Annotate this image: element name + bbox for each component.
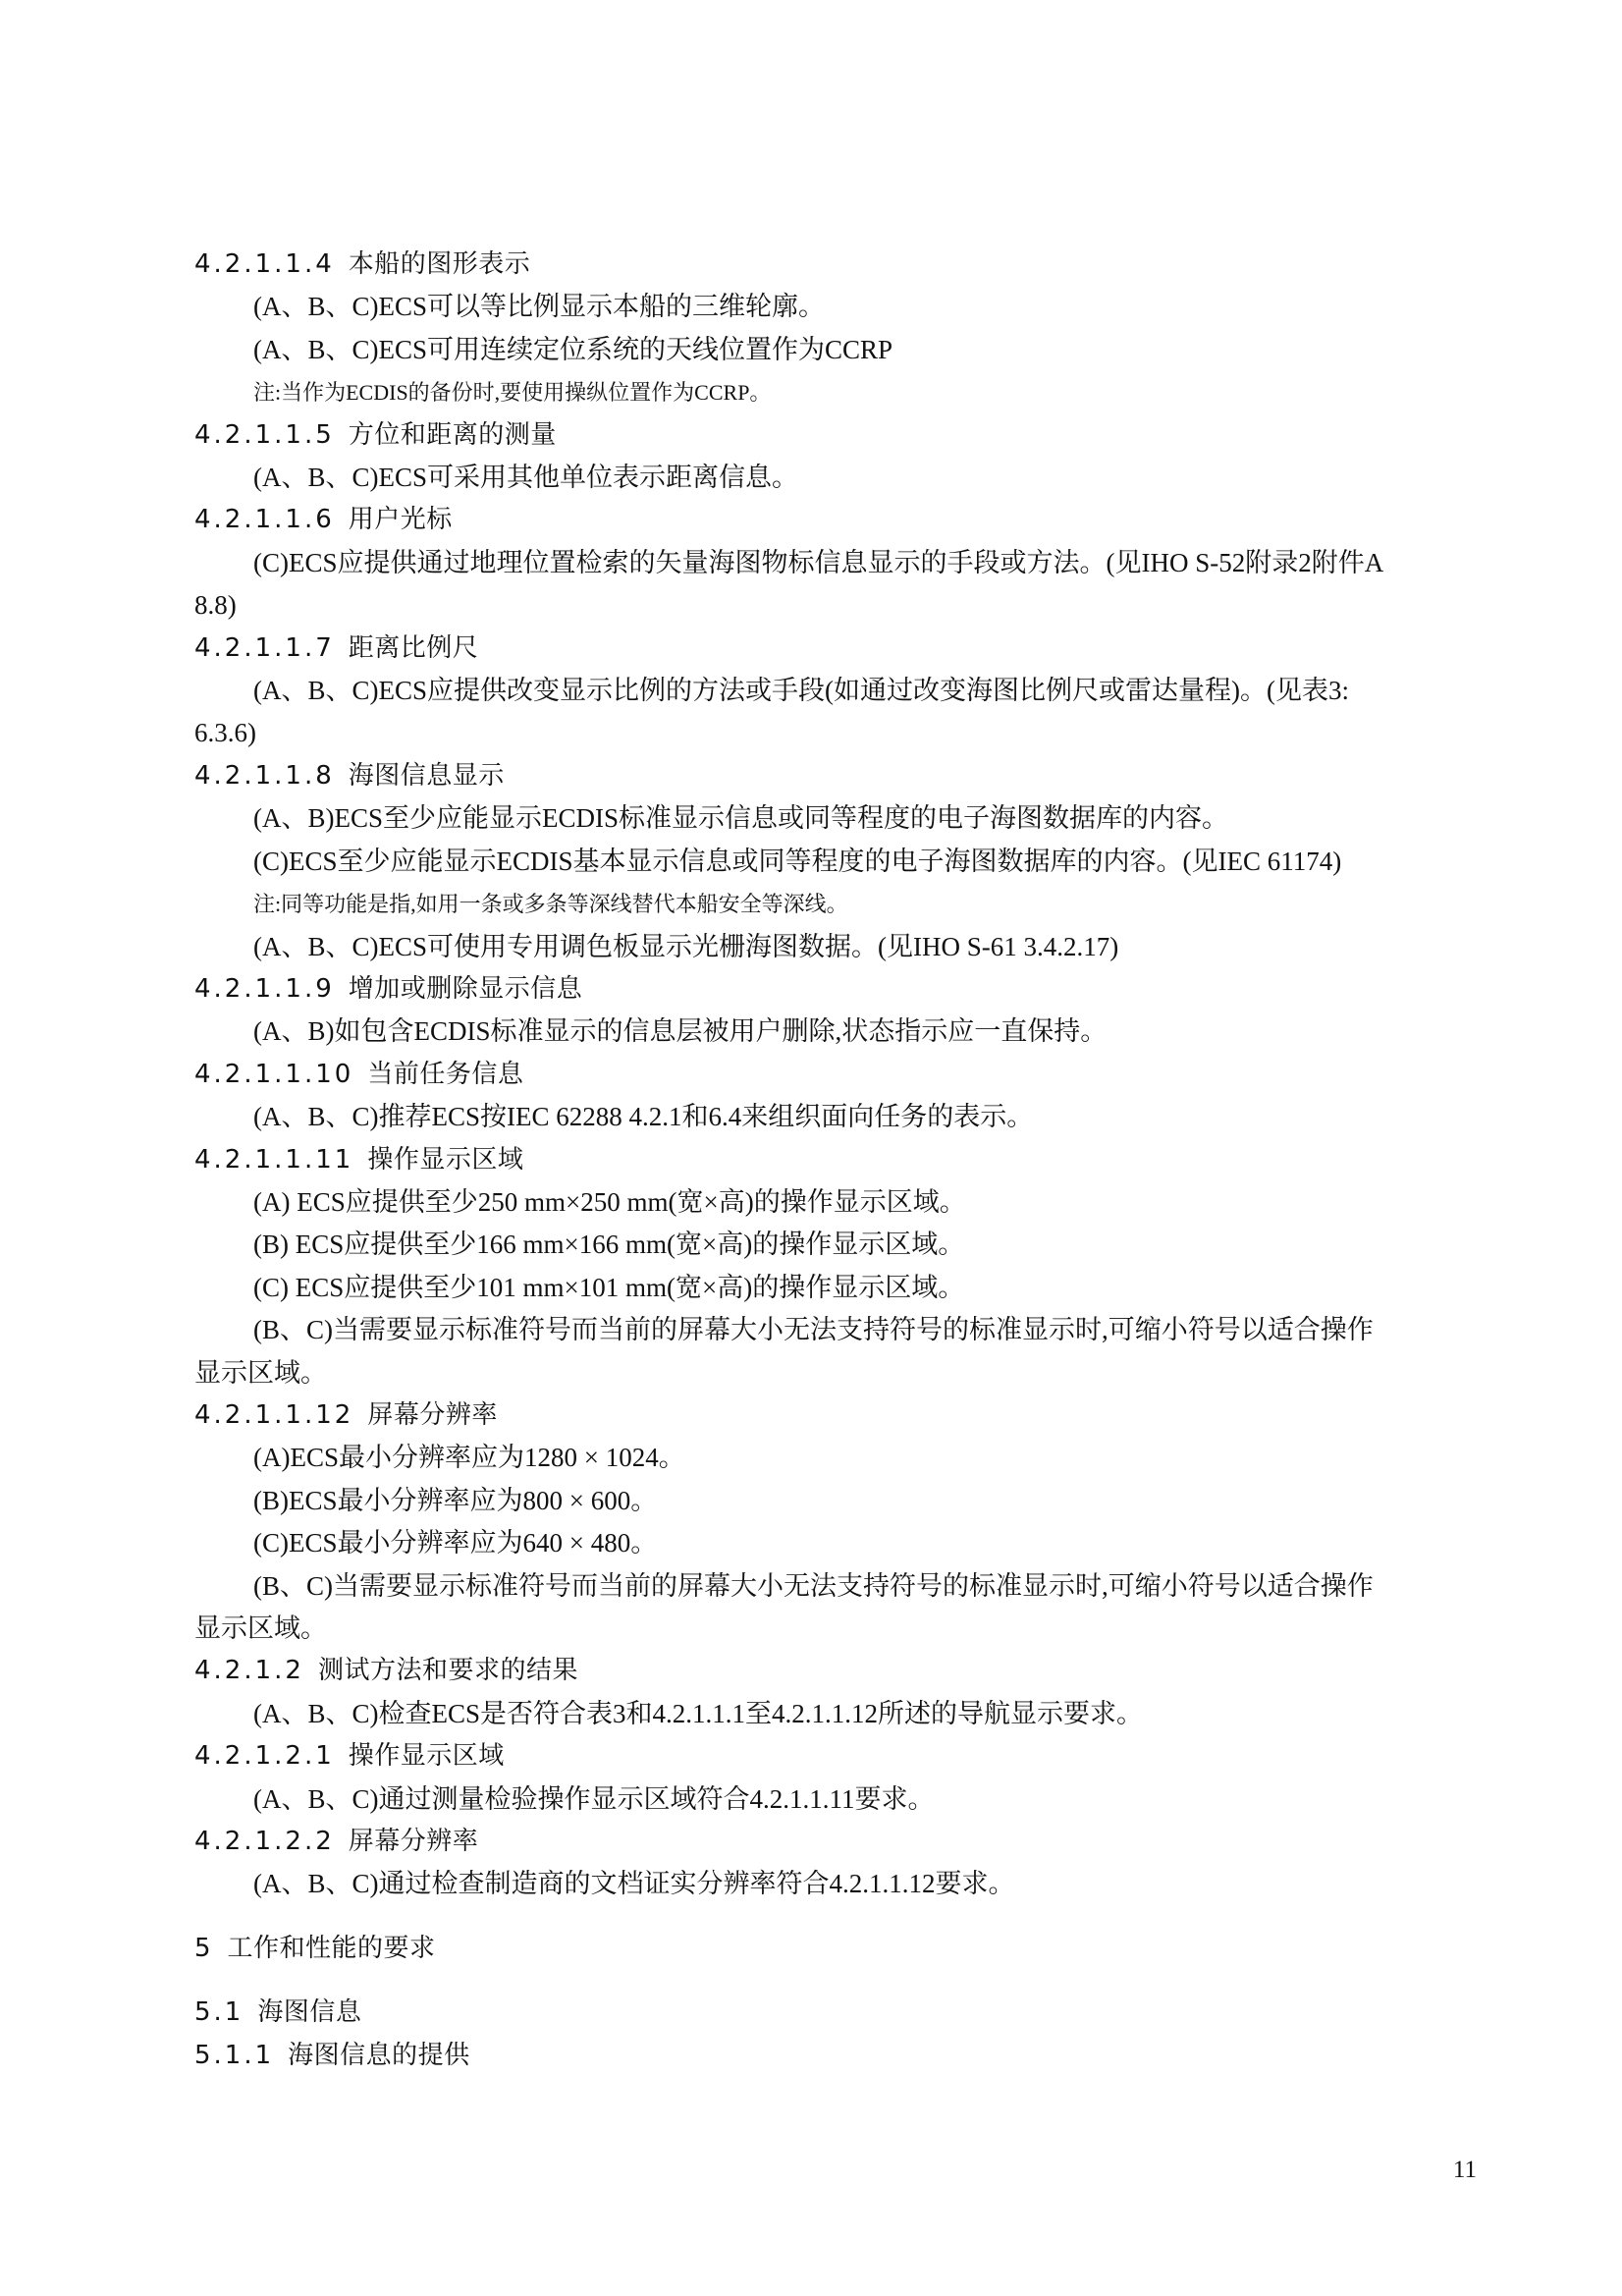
page-number: 11 xyxy=(1452,2157,1477,2183)
section-heading: 4.2.1.2.1 操作显示区域 xyxy=(194,1741,505,1772)
paragraph: (C)ECS最小分辨率应为640 × 480。 xyxy=(253,1528,658,1558)
paragraph: (A、B、C)检查ECS是否符合表3和4.2.1.1.1至4.2.1.1.12所述的导航显示要求。 xyxy=(253,1698,1144,1728)
paragraph-continuation: 8.8) xyxy=(194,590,237,621)
paragraph: (A、B、C)通过测量检验操作显示区域符合4.2.1.1.11要求。 xyxy=(253,1783,935,1814)
section-heading: 4.2.1.1.11 操作显示区域 xyxy=(194,1144,524,1175)
section-heading: 4.2.1.1.7 距离比例尺 xyxy=(194,632,479,663)
section-heading: 4.2.1.1.5 方位和距离的测量 xyxy=(194,419,557,450)
paragraph: (A、B)ECS至少应能显示ECDIS标准显示信息或同等程度的电子海图数据库的内容。 xyxy=(253,803,1229,834)
paragraph: (A、B、C)ECS应提供改变显示比例的方法或手段(如通过改变海图比例尺或雷达量程)。(见表3: xyxy=(253,676,1349,706)
paragraph: (C)ECS至少应能显示ECDIS基本显示信息或同等程度的电子海图数据库的内容。(见IEC 61174) xyxy=(253,846,1342,876)
section-heading: 5.1 海图信息 xyxy=(194,1997,362,2028)
paragraph-continuation: 显示区域。 xyxy=(194,1357,327,1388)
paragraph: (B) ECS应提供至少166 mm×166 mm(宽×高)的操作显示区域。 xyxy=(253,1230,965,1260)
paragraph: (A、B、C)ECS可采用其他单位表示距离信息。 xyxy=(253,463,799,493)
paragraph: (A)ECS最小分辨率应为1280 × 1024。 xyxy=(253,1443,685,1473)
note: 注:同等功能是指,如用一条或多条等深线替代本船安全等深线。 xyxy=(253,892,848,917)
paragraph: (B)ECS最小分辨率应为800 × 600。 xyxy=(253,1485,658,1515)
section-heading: 4.2.1.1.12 屏幕分辨率 xyxy=(194,1399,498,1430)
paragraph: (B、C)当需要显示标准符号而当前的屏幕大小无法支持符号的标准显示时,可缩小符号以适合操作 xyxy=(253,1315,1374,1345)
paragraph: (A) ECS应提供至少250 mm×250 mm(宽×高)的操作显示区域。 xyxy=(253,1186,966,1217)
document-body xyxy=(194,244,1481,2077)
section-heading: 4.2.1.2.2 屏幕分辨率 xyxy=(194,1827,479,1857)
section-heading: 4.2.1.1.4 本船的图形表示 xyxy=(194,249,531,279)
paragraph: (A、B、C)通过检查制造商的文档证实分辨率符合4.2.1.1.12要求。 xyxy=(253,1869,1015,1899)
paragraph: (A、B、C)推荐ECS按IEC 62288 4.2.1和6.4来组织面向任务的表示。 xyxy=(253,1102,1034,1132)
section-heading: 4.2.1.1.10 当前任务信息 xyxy=(194,1059,524,1089)
section-heading: 4.2.1.1.8 海图信息显示 xyxy=(194,760,505,791)
section-heading: 4.2.1.1.9 增加或删除显示信息 xyxy=(194,973,583,1004)
paragraph-continuation: 6.3.6) xyxy=(194,718,256,748)
section-heading: 5.1.1 海图信息的提供 xyxy=(194,2040,470,2070)
paragraph: (A、B、C)ECS可用连续定位系统的天线位置作为CCRP xyxy=(253,334,893,364)
paragraph: (C) ECS应提供至少101 mm×101 mm(宽×高)的操作显示区域。 xyxy=(253,1272,965,1302)
paragraph: (A、B、C)ECS可使用专用调色板显示光栅海图数据。(见IHO S-61 3.4.2.17) xyxy=(253,931,1119,961)
paragraph: (A、B、C)ECS可以等比例显示本船的三维轮廓。 xyxy=(253,292,826,322)
paragraph-continuation: 显示区域。 xyxy=(194,1613,327,1643)
note: 注:当作为ECDIS的备份时,要使用操纵位置作为CCRP。 xyxy=(253,380,772,406)
paragraph: (B、C)当需要显示标准符号而当前的屏幕大小无法支持符号的标准显示时,可缩小符号以适合操作 xyxy=(253,1570,1374,1601)
paragraph: (A、B)如包含ECDIS标准显示的信息层被用户删除,状态指示应一直保持。 xyxy=(253,1016,1108,1047)
paragraph: (C)ECS应提供通过地理位置检索的矢量海图物标信息显示的手段或方法。(见IHO S-52附录2附件A xyxy=(253,547,1384,577)
section-heading: 4.2.1.2 测试方法和要求的结果 xyxy=(194,1656,578,1686)
chapter-heading: 5 工作和性能的要求 xyxy=(194,1933,436,1963)
section-heading: 4.2.1.1.6 用户光标 xyxy=(194,505,453,535)
